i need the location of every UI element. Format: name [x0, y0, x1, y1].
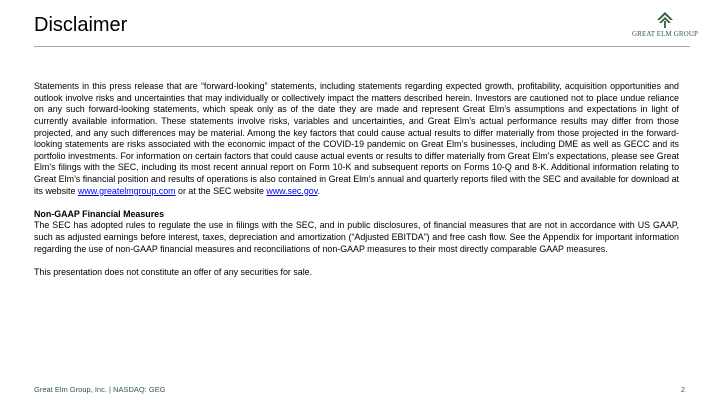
great-elm-logo [626, 11, 704, 41]
disclaimer-body [34, 81, 679, 279]
header-divider [34, 46, 690, 47]
non-gaap-heading: Non-GAAP Financial Measures [34, 208, 165, 219]
sec-gov-link[interactable]: www.sec.gov [266, 185, 318, 196]
no-offer-paragraph: This presentation does not constitute an offer of any securities for sale. [34, 266, 313, 277]
logo-wordmark: GREAT ELM GROUP [632, 30, 698, 38]
page-title: Disclaimer [34, 14, 128, 36]
non-gaap-paragraph: The SEC has adopted rules to regulate the use in filings with the SEC, and in public disclosures, of financial measures that are not in accordance with US GAAP, such as adjusted earnings before interest, taxes, depreciation and amortization (“Adjusted EBITDA”) and free cash flow. See the Appendix for important information regarding the use of non-GAAP financial measures and reconciliations of non-GAAP measures to their most directly comparable GAAP measures. [34, 220, 679, 254]
page-number: 2 [680, 385, 685, 394]
forward-looking-paragraph: Statements in this press release that are “forward-looking” statements, including statements regarding expected growth, profitability, acquisition opportunities and outlook involve risks and uncertainties that may individually or collectively impact the matters described herein. Investors are cautioned not to place undue reliance on any such forward-looking statements, which speak only as of the date they are made and represent Great Elm’s assumptions and expectations in light of currently available information. These statements involve risks, variables and uncertainties, and Great Elm’s actual performance results may differ from those projected, and any such differences may be material. Among the key factors that could cause actual results to differ materially from those projected in the forward-looking statements are risks associated with the economic impact of the COVID-19 pandemic on Great Elm’s businesses, including DME as well as GECC and its portfolio investments. For information on certain factors that could cause actual events or results to differ materially from Great Elm’s expectations, please see Great Elm’s filings with the SEC, including its most recent annual report on Form 10-K and subsequent reports on Forms 10-Q and 8-K. Additional information relating to Great Elm’s financial position and results of operations is also contained in Great Elm’s annual and quarterly reports filed with the SEC and available for download at its website www.greatelmgroup.com or at the SEC website www.sec.gov. [34, 81, 679, 196]
greatelmgroup-link[interactable]: www.greatelmgroup.com [77, 185, 176, 196]
elm-tree-icon [656, 11, 674, 29]
footer-company: Great Elm Group, Inc. | NASDAQ: GEG [34, 385, 166, 394]
